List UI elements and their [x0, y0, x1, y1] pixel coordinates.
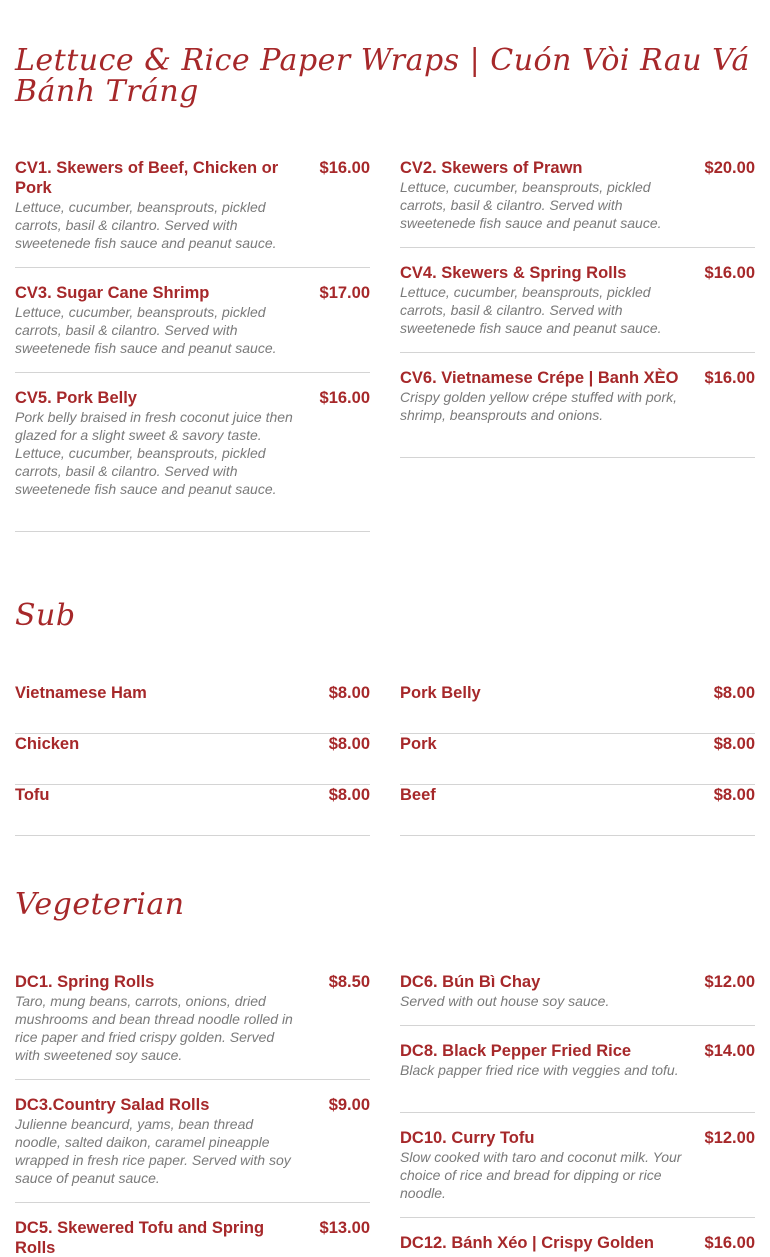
- item-description: Pork belly braised in fresh coconut juice then glazed for a slight sweet & savory taste.: [15, 409, 293, 443]
- menu-item: [400, 734, 755, 785]
- item-price: $16.00: [319, 389, 370, 407]
- item-description: Taro, mung beans, carrots, onions, dried mushrooms and bean thread noodle rolled in rice paper and fried crispy golden. Served with sweetened soy sauce.: [15, 993, 293, 1063]
- item-name: CV6. Vietnamese Crépe | Banh XÈO: [400, 369, 679, 387]
- item-description: Served with out house soy sauce.: [400, 993, 610, 1009]
- item-price: $13.00: [319, 1219, 370, 1237]
- menu-item: [15, 158, 370, 268]
- item-price: $17.00: [319, 284, 370, 302]
- item-name: Vietnamese Ham: [15, 684, 147, 702]
- item-price: $8.00: [328, 735, 370, 753]
- menu-item: [15, 683, 370, 734]
- menu-item: [400, 368, 755, 458]
- wraps-left-column: [15, 158, 370, 532]
- menu-item: [15, 734, 370, 785]
- item-description: Slow cooked with taro and coconut milk. Your choice of rice and bread for dipping or rice noodle.: [400, 1149, 682, 1201]
- item-description: Julienne beancurd, yams, bean thread noodle, salted daikon, caramel pineapple wrapped in fresh rice paper. Served with soy sauce of peanut sauce.: [15, 1116, 291, 1186]
- item-name: Pork Belly: [400, 684, 481, 702]
- item-description: Lettuce, cucumber, beansprouts, pickled carrots, basil & cilantro. Served with sweetenede fish sauce and peanut sauce.: [400, 284, 662, 336]
- item-name: DC12. Bánh Xéo | Crispy Golden: [400, 1234, 655, 1252]
- item-price: $8.00: [328, 684, 370, 702]
- vegeterian-left-column: [15, 972, 370, 1257]
- section-title-wraps: Lettuce & Rice Paper Wraps | Cuón Vòi Rau Vá Bánh Tráng: [15, 43, 750, 109]
- menu-item: [400, 1233, 755, 1257]
- item-price: $8.50: [328, 973, 370, 991]
- item-name: CV2. Skewers of Prawn: [400, 159, 583, 177]
- menu-item: [15, 1095, 370, 1203]
- item-name: DC10. Curry Tofu: [400, 1129, 535, 1147]
- wraps-right-column: [400, 158, 755, 458]
- item-name: DC1. Spring Rolls: [15, 973, 155, 991]
- item-name: DC8. Black Pepper Fried Rice: [400, 1042, 632, 1060]
- item-description: Lettuce, cucumber, beansprouts, pickled carrots, basil & cilantro. Served with sweetenede fish sauce and peanut sauce.: [15, 199, 277, 251]
- menu-item: [400, 683, 755, 734]
- item-price: $12.00: [704, 1129, 755, 1147]
- menu-item: [400, 158, 755, 248]
- menu-item: [400, 1041, 755, 1113]
- item-description: Crispy golden yellow crépe stuffed with pork, shrimp, beansprouts and onions.: [400, 389, 678, 423]
- item-description: Lettuce, cucumber, beansprouts, pickled carrots, basil & cilantro. Served with sweetenede fish sauce and peanut sauce.: [15, 445, 277, 497]
- item-price: $8.00: [713, 786, 755, 804]
- item-description: Lettuce, cucumber, beansprouts, pickled carrots, basil & cilantro. Served with sweetenede fish sauce and peanut sauce.: [15, 304, 277, 356]
- item-price: $16.00: [704, 1234, 755, 1252]
- menu-item: [400, 1128, 755, 1218]
- item-name: DC6. Bún Bì Chay: [400, 973, 541, 991]
- menu-item: [400, 972, 755, 1026]
- item-name: DC5. Skewered Tofu and Spring Rolls: [15, 1219, 265, 1257]
- item-name: Tofu: [15, 786, 50, 804]
- item-price: $8.00: [713, 735, 755, 753]
- item-price: $14.00: [704, 1042, 755, 1060]
- item-name: DC3.Country Salad Rolls: [15, 1096, 210, 1114]
- item-price: $16.00: [704, 264, 755, 282]
- menu-item: [400, 785, 755, 836]
- section-title-vegeterian: Vegeterian: [15, 887, 185, 922]
- item-name: CV4. Skewers & Spring Rolls: [400, 264, 627, 282]
- item-name: Pork: [400, 735, 437, 753]
- item-price: $8.00: [328, 786, 370, 804]
- menu-item: [15, 283, 370, 373]
- item-price: $16.00: [319, 159, 370, 177]
- menu-item: [15, 388, 370, 532]
- item-price: $16.00: [704, 369, 755, 387]
- item-description: Lettuce, cucumber, beansprouts, pickled carrots, basil & cilantro. Served with sweetenede fish sauce and peanut sauce.: [400, 179, 662, 231]
- item-price: $20.00: [704, 159, 755, 177]
- section-title-sub: Sub: [15, 598, 76, 633]
- item-name: Chicken: [15, 735, 80, 753]
- item-name: CV5. Pork Belly: [15, 389, 137, 407]
- item-price: $8.00: [713, 684, 755, 702]
- item-name: Beef: [400, 786, 436, 804]
- sub-left-column: [15, 683, 370, 836]
- menu-item: [15, 972, 370, 1080]
- item-price: $12.00: [704, 973, 755, 991]
- sub-right-column: [400, 683, 755, 836]
- item-price: $9.00: [328, 1096, 370, 1114]
- vegeterian-right-column: [400, 972, 755, 1257]
- menu-item: [15, 785, 370, 836]
- item-name: CV3. Sugar Cane Shrimp: [15, 284, 210, 302]
- item-description: Black papper fried rice with veggies and tofu.: [400, 1062, 679, 1078]
- menu-item: [15, 1218, 370, 1257]
- menu-item: [400, 263, 755, 353]
- item-name: CV1. Skewers of Beef, Chicken or Pork: [15, 159, 279, 197]
